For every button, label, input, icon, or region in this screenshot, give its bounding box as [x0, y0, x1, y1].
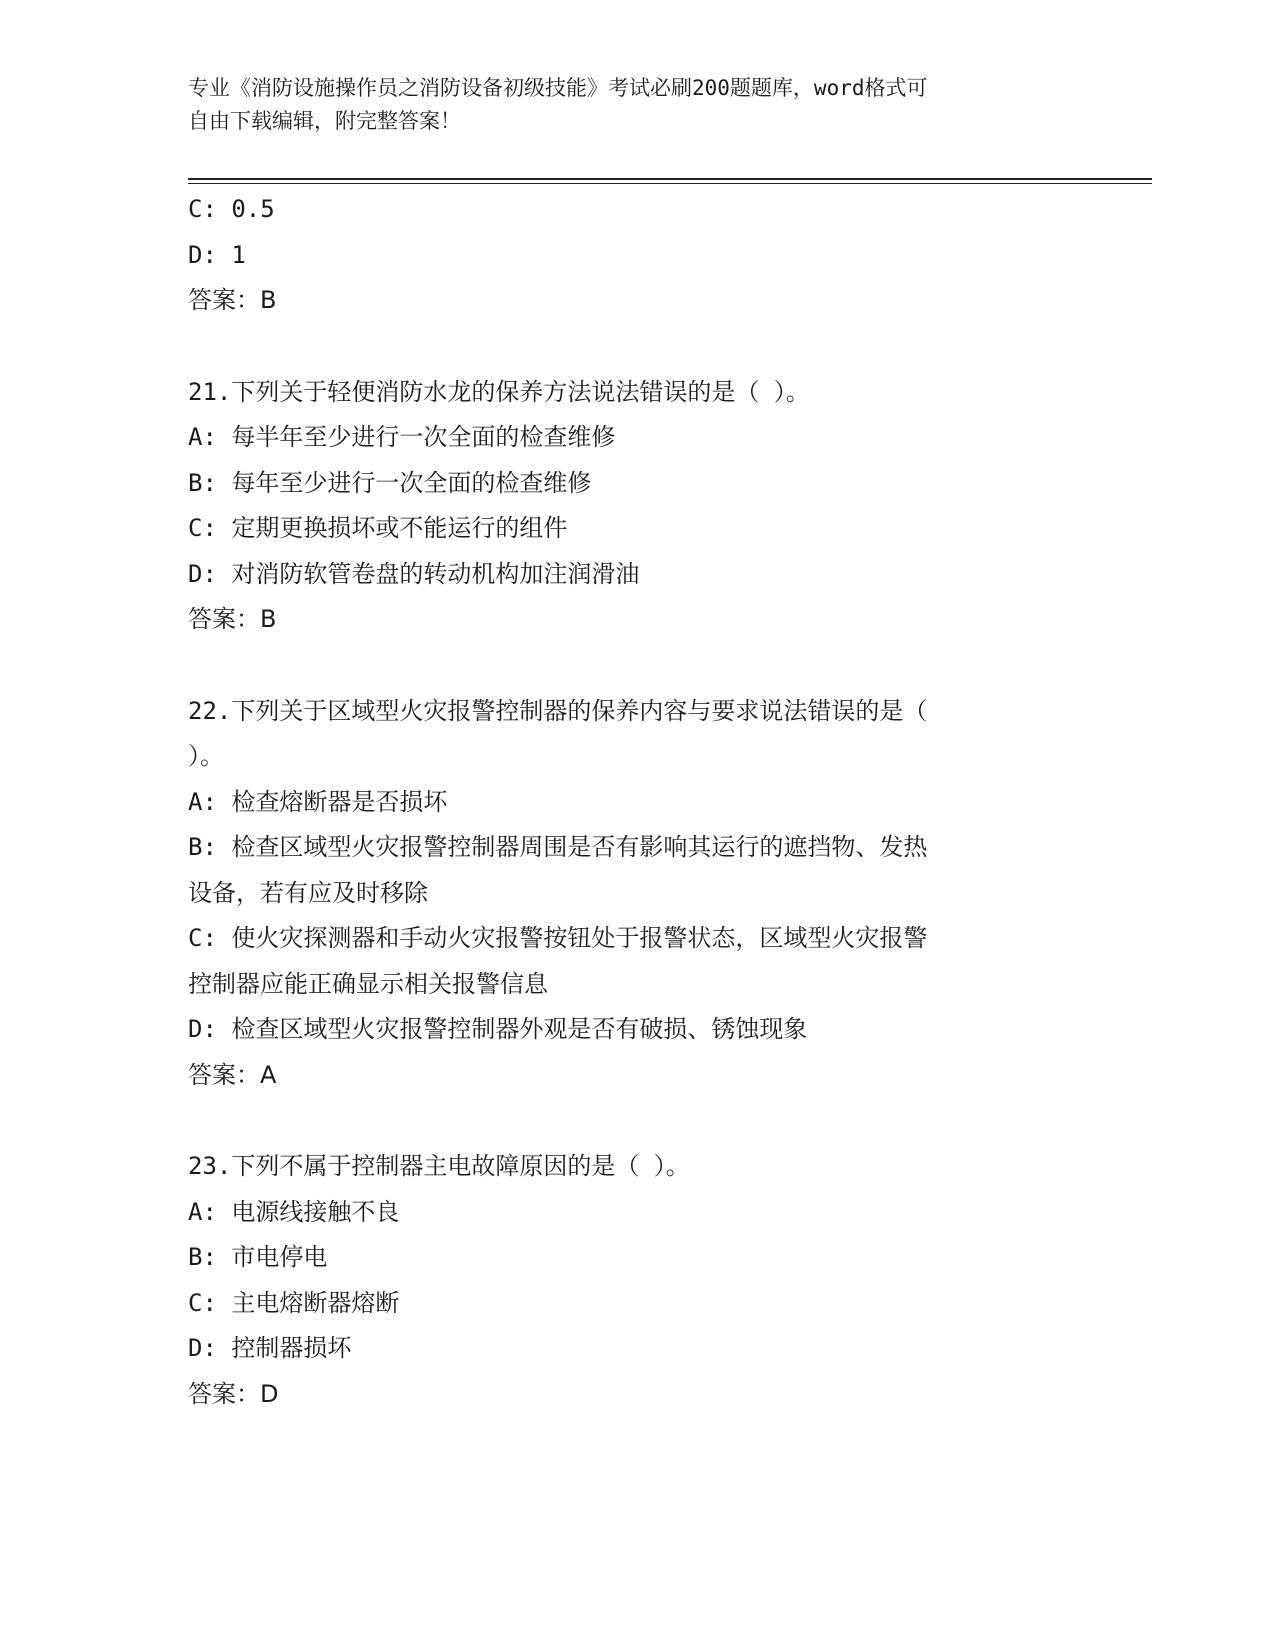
header-line-1: 专业《消防设施操作员之消防设备初级技能》考试必刷200题题库，word格式可 [188, 76, 928, 100]
option-a: A: 检查熔断器是否损坏 [188, 787, 448, 816]
question-stem-line-2: ）。 [188, 742, 224, 770]
question-content [188, 187, 1088, 1417]
option-c-line-1: C: 使火灾探测器和手动火灾报警按钮处于报警状态，区域型火灾报警 [188, 924, 928, 952]
document-header [188, 72, 1068, 138]
question-21 [188, 370, 1088, 643]
option-c: C: 定期更换损坏或不能运行的组件 [188, 514, 568, 542]
option-b-line-2: 设备，若有应及时移除 [188, 878, 428, 907]
option-d: D: 控制器损坏 [188, 1334, 352, 1362]
question-stem: 21.下列关于轻便消防水龙的保养方法说法错误的是（ ）。 [188, 377, 810, 406]
answer: 答案：D [188, 1379, 279, 1408]
question-22 [188, 689, 1088, 1099]
option-c-line-2: 控制器应能正确显示相关报警信息 [188, 969, 548, 998]
question-stem: 23.下列不属于控制器主电故障原因的是（ ）。 [188, 1152, 690, 1180]
option-c: C: 主电熔断器熔断 [188, 1288, 400, 1317]
prev-option-c: C: 0.5 [188, 195, 275, 223]
prev-answer: 答案：B [188, 286, 277, 314]
answer: 答案：B [188, 605, 277, 633]
header-line-2: 自由下载编辑，附完整答案！ [188, 109, 461, 133]
option-d: D: 检查区域型火灾报警控制器外观是否有破损、锈蚀现象 [188, 1015, 808, 1043]
header-rule-thick [188, 178, 1152, 180]
question-stem-line-1: 22.下列关于区域型火灾报警控制器的保养内容与要求说法错误的是（ [188, 696, 928, 725]
option-a: A: 每半年至少进行一次全面的检查维修 [188, 423, 616, 451]
option-b-line-1: B: 检查区域型火灾报警控制器周围是否有影响其运行的遮挡物、发热 [188, 833, 928, 861]
option-b: B: 每年至少进行一次全面的检查维修 [188, 468, 592, 497]
header-rule-thin [188, 183, 1152, 184]
prev-option-d: D: 1 [188, 240, 246, 269]
option-a: A: 电源线接触不良 [188, 1197, 400, 1226]
option-b: B: 市电停电 [188, 1243, 328, 1271]
option-d: D: 对消防软管卷盘的转动机构加注润滑油 [188, 559, 640, 588]
answer: 答案：A [188, 1060, 277, 1089]
question-23 [188, 1144, 1088, 1417]
